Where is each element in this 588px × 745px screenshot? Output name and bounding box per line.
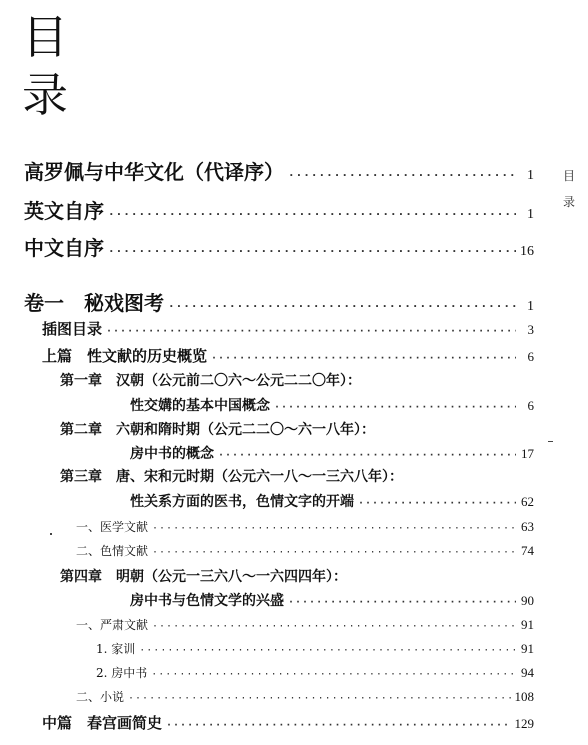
toc-entry-page: 1 xyxy=(527,299,534,314)
dot-leader xyxy=(166,720,510,731)
toc-entry-chapter-4[interactable] xyxy=(130,590,534,610)
toc-entry-page: 129 xyxy=(514,716,534,731)
toc-entry-label: 卷一 秘戏图考 xyxy=(24,291,164,315)
dot-leader xyxy=(288,597,516,608)
toc-entry-page: 6 xyxy=(527,349,534,364)
toc-entry-erotic-literature[interactable] xyxy=(76,542,534,559)
toc-entry-chinese-preface[interactable] xyxy=(24,232,534,261)
toc-entry-novels[interactable] xyxy=(76,688,534,705)
toc-entry-page: 91 xyxy=(521,617,534,632)
dot-leader xyxy=(151,669,516,680)
toc-entry-label: 2. 房中书 xyxy=(96,666,148,680)
dot-leader xyxy=(152,523,516,534)
toc-entry-illustrations[interactable] xyxy=(42,318,534,339)
scan-speck xyxy=(50,533,52,535)
toc-entry-page: 62 xyxy=(521,494,534,509)
toc-entry-part-two[interactable] xyxy=(42,712,534,733)
toc-entry-label: 英文自序 xyxy=(24,199,104,223)
page-title-char-1: 目 xyxy=(22,10,68,64)
toc-entry-page: 63 xyxy=(521,519,534,534)
toc-entry-page: 6 xyxy=(527,398,534,413)
toc-entry-part-one[interactable] xyxy=(42,345,534,366)
toc-entry-page: 17 xyxy=(521,446,534,461)
toc-entry-bedchamber-books[interactable] xyxy=(96,664,534,681)
toc-entry-label: 二、小说 xyxy=(76,690,125,704)
toc-entry-label: 插图目录 xyxy=(42,320,103,338)
toc-chapter-3-heading[interactable]: 第三章 唐、宋和元时期（公元六一八～一三六八年）： xyxy=(60,469,403,485)
toc-entry-label: 性关系方面的医书，色情文字的开端 xyxy=(130,494,354,510)
toc-entry-page: 1 xyxy=(527,207,534,222)
scan-speck xyxy=(548,441,553,442)
toc-entry-page: 3 xyxy=(527,322,534,337)
dot-leader xyxy=(152,547,516,558)
toc-entry-label: 性交媾的基本中国概念 xyxy=(130,398,270,414)
toc-entry-chapter-3[interactable] xyxy=(130,491,534,511)
toc-entry-label: 房中书的概念 xyxy=(130,446,214,462)
dot-leader xyxy=(139,645,516,656)
toc-entry-family-instructions[interactable] xyxy=(96,640,534,657)
dot-leader xyxy=(211,353,516,364)
toc-entry-page: 94 xyxy=(521,665,534,680)
toc-entry-chapter-1[interactable] xyxy=(130,395,534,415)
toc-entry-page: 74 xyxy=(521,543,534,558)
toc-entry-label: 中篇 春宫画简史 xyxy=(42,714,163,732)
toc-entry-label: 二、色情文献 xyxy=(76,544,149,558)
toc-entry-label: 上篇 性文献的历史概览 xyxy=(42,347,208,365)
toc-entry-label: 高罗佩与中华文化（代译序） xyxy=(24,160,284,184)
toc-chapter-1-heading[interactable]: 第一章 汉朝（公元前二〇六～公元二二〇年）： xyxy=(60,373,361,389)
dot-leader xyxy=(152,621,516,632)
toc-entry-chapter-2[interactable] xyxy=(130,443,534,463)
toc-entry-label: 1. 家训 xyxy=(96,642,136,656)
toc-entry-volume-one[interactable] xyxy=(24,287,534,316)
toc-entry-label: 房中书与色情文学的兴盛 xyxy=(130,593,284,609)
dot-leader xyxy=(106,326,516,337)
dot-leader xyxy=(274,402,516,413)
toc-chapter-4-heading[interactable]: 第四章 明朝（公元一三六八～一六四四年）： xyxy=(60,569,347,585)
toc-chapter-2-heading[interactable]: 第二章 六朝和隋时期（公元二二〇～六一八年）： xyxy=(60,422,375,438)
side-label-char-1: 目 xyxy=(563,169,576,183)
dot-leader xyxy=(168,300,516,313)
toc-entry-serious-literature[interactable] xyxy=(76,616,534,633)
toc-entry-page: 91 xyxy=(521,641,534,656)
toc-entry-page: 90 xyxy=(521,593,534,608)
toc-entry-page: 16 xyxy=(520,244,534,259)
dot-leader xyxy=(108,208,516,221)
dot-leader xyxy=(108,245,516,258)
toc-entry-label: 一、医学文献 xyxy=(76,520,149,534)
dot-leader xyxy=(288,169,516,182)
toc-entry-english-preface[interactable] xyxy=(24,195,534,224)
page-title-char-2: 录 xyxy=(22,68,68,122)
toc-entry-medical-literature[interactable] xyxy=(76,518,534,535)
toc-entry-label: 中文自序 xyxy=(24,236,104,260)
dot-leader xyxy=(218,450,516,461)
toc-entry-label: 一、严肃文献 xyxy=(76,618,149,632)
side-label-char-2: 录 xyxy=(563,195,576,209)
toc-entry-page: 108 xyxy=(514,689,534,704)
toc-entry-page: 1 xyxy=(527,168,534,183)
dot-leader xyxy=(358,498,516,509)
dot-leader xyxy=(128,693,510,704)
toc-entry-preface-translator[interactable] xyxy=(24,156,534,185)
